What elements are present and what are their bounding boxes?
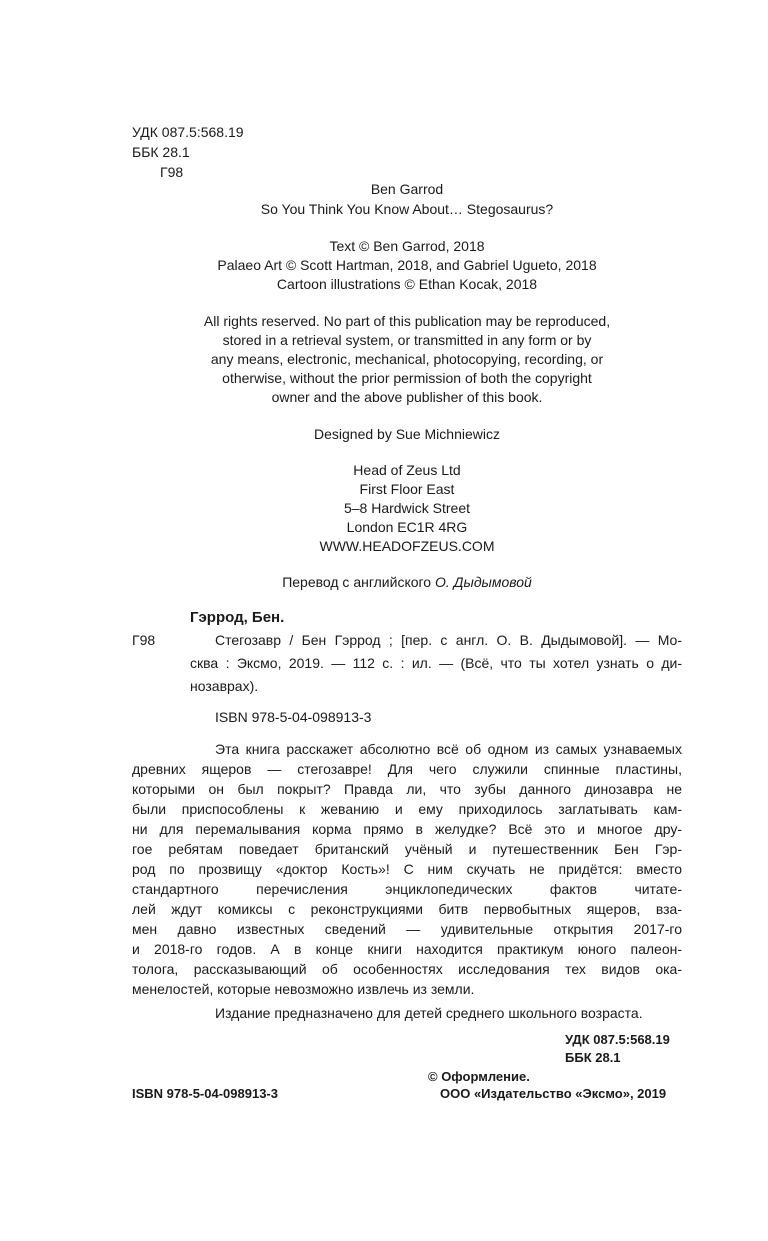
footer-design: © Оформление.: [428, 1069, 530, 1084]
credit-line: Palaeo Art © Scott Hartman, 2018, and Gabriel Ugueto, 2018: [217, 257, 597, 273]
author-mark: Г98: [160, 164, 184, 180]
rights-line: otherwise, without the prior permission of both the copyright: [222, 370, 592, 386]
annotation-line: древних ящеров — стегозавре! Для чего служили спинные пластины,: [132, 761, 682, 777]
annotation-line: ни для перемалывания корма прямо в желудке? Всё это и многое дру-: [132, 821, 682, 837]
translator-name: О. Дыдымовой: [434, 574, 532, 590]
annotation-line: толога, рассказывающий об особенностях исследования тех видов ока-: [132, 961, 682, 977]
catalog-line: сква : Эксмо, 2019. — 112 с. : ил. — (Всё, что ты хотел узнать о ди-: [190, 655, 682, 671]
annotation-line: гое ребятам поведает британский учёный и путешественник Бен Гэр-: [132, 841, 682, 857]
translation-prefix: Перевод с английского: [282, 574, 435, 590]
footer-bbk: ББК 28.1: [565, 1050, 621, 1065]
annotation-line: были приспособлены к жеванию и ему приходилось заглатывать кам-: [132, 801, 682, 817]
rights-line: owner and the above publisher of this book.: [271, 389, 543, 405]
credit-line: Cartoon illustrations © Ethan Kocak, 2018: [276, 276, 538, 292]
catalog-line: Стегозавр / Бен Гэррод ; [пер. с англ. О. В. Дыдымовой]. — Мо-: [215, 632, 682, 648]
audience-note: Издание предназначено для детей среднего школьного возраста.: [215, 1005, 643, 1021]
publisher-line: Head of Zeus Ltd: [353, 462, 461, 478]
original-author: Ben Garrod: [370, 181, 444, 197]
footer-copyright: ООО «Издательство «Эксмо», 2019: [440, 1086, 667, 1101]
publisher-line: First Floor East: [359, 481, 455, 497]
annotation-line: мен давно известных сведений — удивительные открытия 2017-го: [132, 921, 682, 937]
designer-credit: Designed by Sue Michniewicz: [314, 426, 500, 442]
original-title: So You Think You Know About… Stegosaurus?: [260, 201, 554, 217]
publisher-line: 5–8 Hardwick Street: [343, 500, 471, 516]
catalog-line: нозаврах).: [190, 678, 259, 694]
catalog-isbn: ISBN 978-5-04-098913-3: [215, 709, 372, 725]
rights-line: any means, electronic, mechanical, photocopying, recording, or: [210, 351, 604, 367]
rights-line: stored in a retrieval system, or transmitted in any form or by: [222, 332, 592, 348]
annotation-line: род по прозвищу «доктор Кость»! С ним скучать не придётся: вместо: [132, 861, 682, 877]
annotation-line: лей ждут комиксы с реконструкциями битв первобытных ящеров, вза-: [132, 901, 682, 917]
annotation-line: менелостей, которые невозможно извлечь из земли.: [132, 981, 475, 997]
footer-isbn: ISBN 978-5-04-098913-3: [132, 1086, 278, 1101]
annotation-line: которыми он был покрыт? Правда ли, что зубы данного динозавра не: [132, 781, 682, 797]
bbk-code: ББК 28.1: [132, 144, 190, 160]
publisher-website: WWW.HEADOFZEUS.COM: [319, 538, 495, 554]
translation-credit: [132, 573, 682, 592]
annotation-line: Эта книга расскажет абсолютно всё об одном из самых узнаваемых: [215, 741, 682, 757]
catalog-heading: Гэррод, Бен.: [190, 609, 285, 626]
credit-line: Text © Ben Garrod, 2018: [329, 238, 485, 254]
annotation-line: стандартного перечисления энциклопедических фактов читате-: [132, 881, 682, 897]
annotation-line: и 2018-го годов. А в конце книги находится практикум юного палеон-: [132, 941, 682, 957]
footer-udk: УДК 087.5:568.19: [565, 1032, 670, 1047]
rights-line: All rights reserved. No part of this publication may be reproduced,: [203, 313, 611, 329]
publisher-line: London EC1R 4RG: [346, 519, 468, 535]
catalog-mark: Г98: [132, 632, 156, 648]
udk-code: УДК 087.5:568.19: [132, 124, 244, 140]
